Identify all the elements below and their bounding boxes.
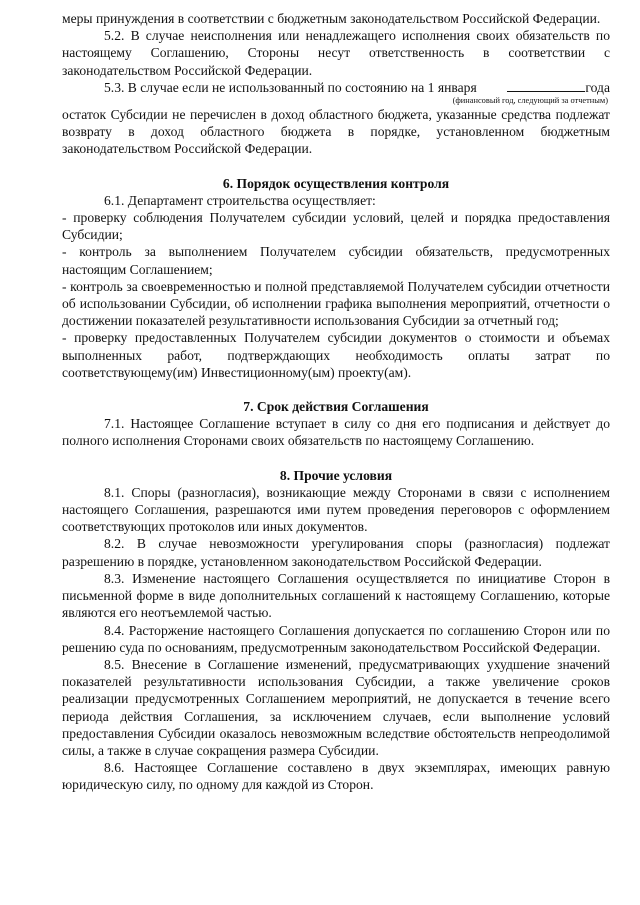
section-6-title: 6. Порядок осуществления контроля xyxy=(222,175,450,191)
year-blank-line xyxy=(507,79,585,92)
paragraph-6-1: 6.1. Департамент строительства осуществляет: xyxy=(104,192,376,208)
paragraph-7-1: 7.1. Настоящее Соглашение вступает в силу со дня его подписания и действует до полного исполнения Сторонами своих обязательств по настоящему Соглашению. xyxy=(62,416,610,449)
year-blank-group xyxy=(503,79,610,96)
paragraph-5-3-lead: 5.3. В случае если не использованный по состоянию на 1 января xyxy=(104,79,477,95)
year-blank-footnote: (финансовый год, следующий за отчетным) xyxy=(452,96,608,106)
section-8-title: 8. Прочие условия xyxy=(279,467,393,483)
section-6-item-1: - проверку соблюдения Получателем субсидии условий, целей и порядка предоставления Субсидии; xyxy=(62,210,610,243)
section-6-item-4: - проверку предоставленных Получателем субсидии документов о стоимости и объемах выполненных работ, подтверждающих необходимость оплаты затрат по соответствующему(им) Инвестиционному(ым) проекту(ам). xyxy=(62,330,610,380)
section-6-item-2: - контроль за выполнением Получателем субсидии обязательств, предусмотренных настоящим Соглашением; xyxy=(62,244,610,277)
paragraph-8-4: 8.4. Расторжение настоящего Соглашения допускается по соглашению Сторон или по решению суда по основаниям, предусмотренным законодательством Российской Федерации. xyxy=(62,622,610,655)
paragraph-8-5: 8.5. Внесение в Соглашение изменений, предусматривающих ухудшение значений показателей результативности использования Субсидии, а также увеличение сроков реализации предусмотренных Соглашением мероприятий, не допускается в течение всего периода действия Соглашения, за исключением случаев, если выполнение условий предоставления Субсидии оказалось невозможным вследствие обстоятельств непреодолимой силы, а также в случае сокращения размера Субсидии. xyxy=(62,656,610,758)
document-page xyxy=(62,10,610,794)
paragraph-8-2: 8.2. В случае невозможности урегулирования споры (разногласия) подлежат разрешению в порядке, установленном законодательством Российской Федерации. xyxy=(62,536,610,569)
paragraph-8-1: 8.1. Споры (разногласия), возникающие между Сторонами в связи с исполнением настоящего Соглашения, разрешаются ими путем проведения переговоров с оформлением соответствующих протоколов или иных документов. xyxy=(62,484,610,535)
paragraph-8-6: 8.6. Настоящее Соглашение составлено в двух экземплярах, имеющих равную юридическую силу, по одному для каждой из Сторон. xyxy=(62,760,610,793)
paragraph-5-1-continuation: меры принуждения в соответствии с бюджетным законодательством Российской Федерации. xyxy=(62,11,601,26)
section-7-title: 7. Срок действия Соглашения xyxy=(243,399,429,415)
paragraph-5-3-lead-line xyxy=(62,79,610,96)
section-6-item-3: - контроль за своевременностью и полной представляемой Получателем субсидии отчетности об использовании Субсидии, об исполнении графика выполнения мероприятий, отчетности о достижении показателей результативности использования Субсидии за отчетный год; xyxy=(62,278,610,329)
paragraph-5-3-rest: остаток Субсидии не перечислен в доход областного бюджета, указанные средства подлежат возврату в доход областного бюджета в порядке, установленном бюджетным законодательством Российской Федерации. xyxy=(62,107,610,157)
year-word: года xyxy=(585,79,610,95)
paragraph-5-2: 5.2. В случае неисполнения или ненадлежащего исполнения своих обязательств по настоящему Соглашению, Стороны несут ответственность в соответствии с законодательством Российской Федерации. xyxy=(62,28,610,78)
paragraph-8-3: 8.3. Изменение настоящего Соглашения осуществляется по инициативе Сторон в письменной форме в виде дополнительных соглашений к настоящему Соглашению, которые являются его неотъемлемой частью. xyxy=(62,570,610,621)
